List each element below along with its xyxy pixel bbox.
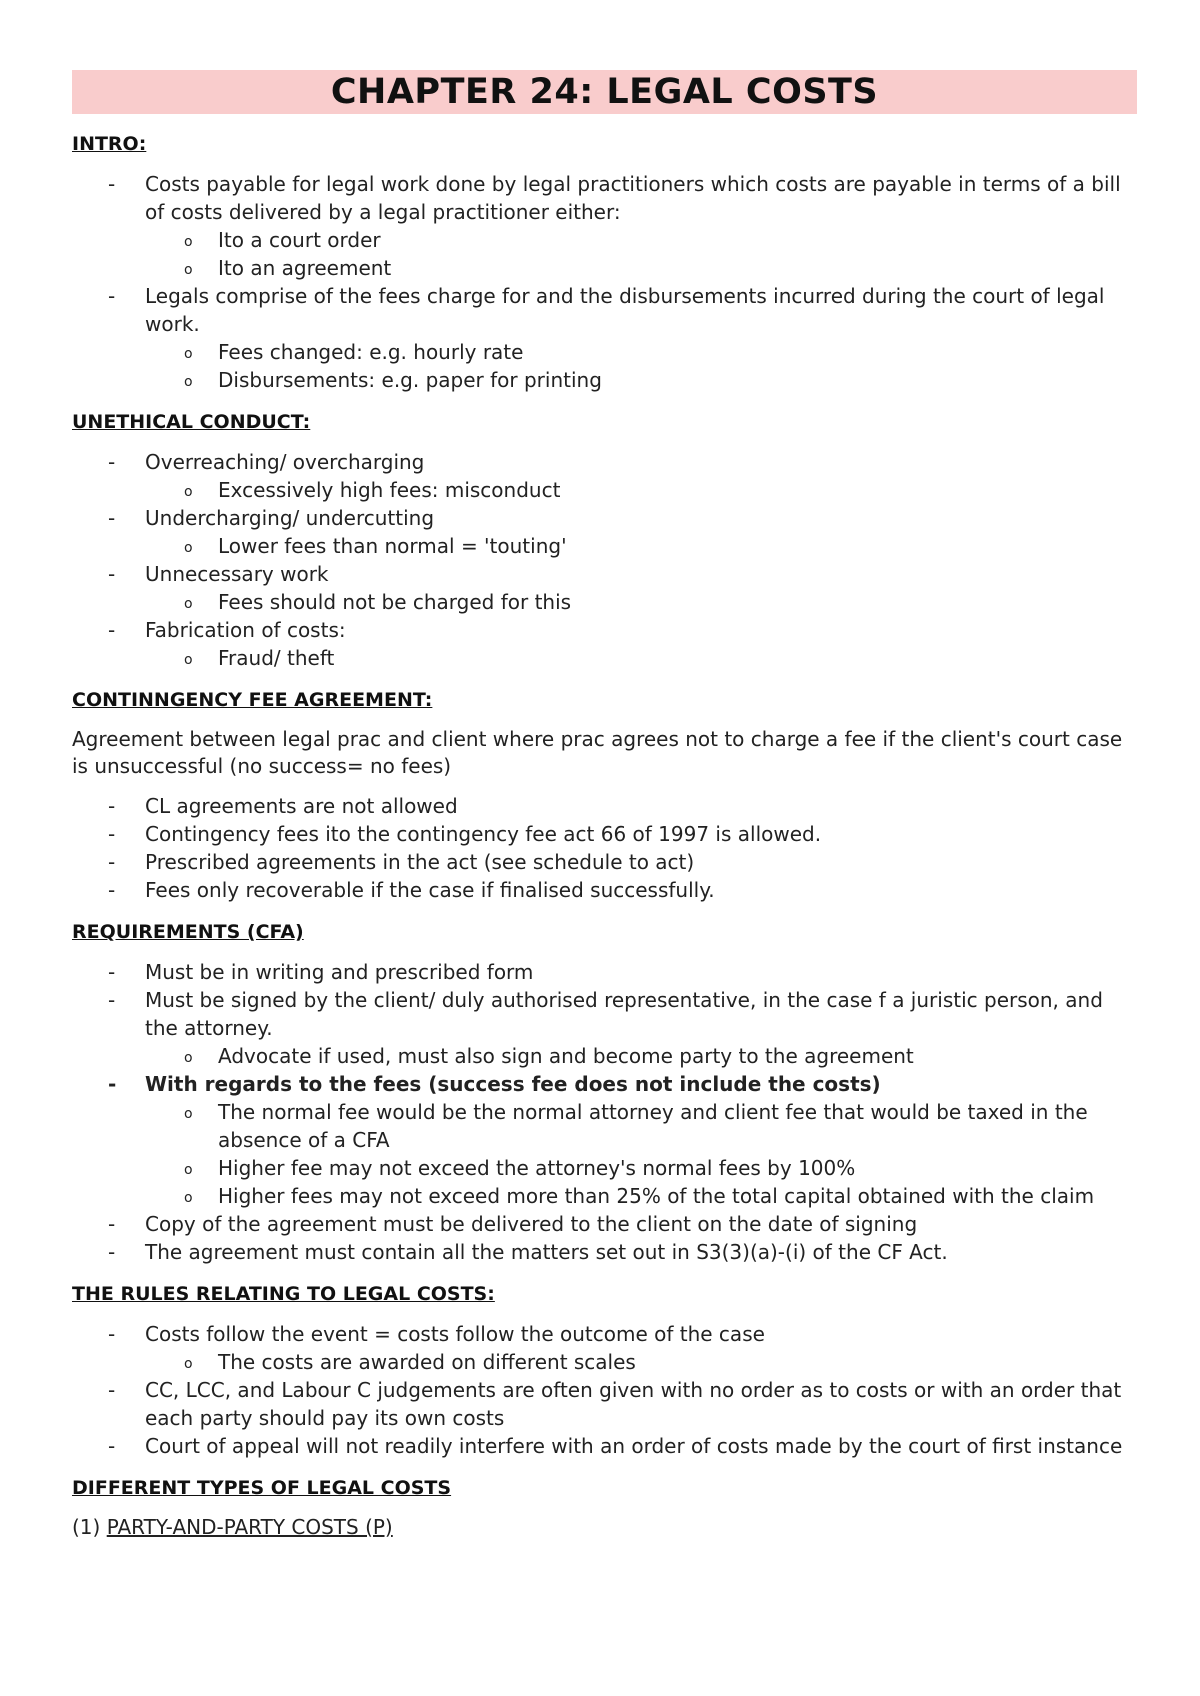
- unethical-list: [72, 448, 1137, 672]
- list-item: - Legals comprise of the fees charge for and the disbursements incurred during the court of legal work. o Fees changed: e.g. hourly rate o Disbursements: e.g. paper for printing: [72, 282, 1137, 394]
- requirements-heading: REQUIREMENTS (CFA): [72, 921, 304, 943]
- sub-list-item: o Ito an agreement: [184, 256, 392, 280]
- list-item: - CC, LCC, and Labour C judgements are often given with no order as to costs or with an order that each party should pay its own costs: [108, 1378, 1122, 1430]
- sub-list-item: o The costs are awarded on different scales: [184, 1350, 636, 1374]
- types-heading: DIFFERENT TYPES OF LEGAL COSTS: [72, 1477, 452, 1499]
- sub-list-item: o Disbursements: e.g. paper for printing: [184, 368, 602, 392]
- page-title: CHAPTER 24: LEGAL COSTS: [330, 72, 879, 112]
- intro-heading: INTRO:: [72, 133, 147, 155]
- list-item: - Court of appeal will not readily interfere with an order of costs made by the court of first instance: [108, 1434, 1123, 1458]
- sub-list-item: o Higher fee may not exceed the attorney's normal fees by 100%: [184, 1156, 856, 1180]
- document-page: [72, 70, 1137, 1541]
- title-banner: [72, 70, 1137, 114]
- intro-list: [72, 170, 1137, 394]
- list-item: - The agreement must contain all the matters set out in S3(3)(a)-(i) of the CF Act.: [108, 1240, 948, 1264]
- sub-list-item: o Ito a court order: [184, 228, 381, 252]
- requirements-list: [72, 958, 1137, 1266]
- sub-list-item: o The normal fee would be the normal attorney and client fee that would be taxed in the absence of a CFA: [184, 1100, 1088, 1152]
- party-and-party-costs-line: (1) PARTY-AND-PARTY COSTS (P): [72, 1515, 393, 1539]
- list-item: - Unnecessary work o Fees should not be charged for this: [72, 560, 1137, 616]
- sub-list-item: o Lower fees than normal = 'touting': [184, 534, 567, 558]
- list-item: - CL agreements are not allowed: [108, 794, 458, 818]
- contingency-heading: CONTINNGENCY FEE AGREEMENT:: [72, 689, 433, 711]
- rules-heading: THE RULES RELATING TO LEGAL COSTS:: [72, 1283, 495, 1305]
- sub-list-item: o Fraud/ theft: [184, 646, 335, 670]
- party-and-party-costs-label: PARTY-AND-PARTY COSTS (P): [106, 1515, 393, 1539]
- list-item: - Must be signed by the client/ duly authorised representative, in the case f a juristic person, and the attorney. o Advocate if used, must also sign and become party to the agreement: [72, 986, 1137, 1070]
- sub-list-item: o Fees should not be charged for this: [184, 590, 572, 614]
- unethical-heading: UNETHICAL CONDUCT:: [72, 411, 311, 433]
- sub-list-item: o Fees changed: e.g. hourly rate: [184, 340, 524, 364]
- rules-list: [72, 1320, 1137, 1460]
- list-item: - Contingency fees ito the contingency fee act 66 of 1997 is allowed.: [108, 822, 822, 846]
- sub-list-item: o Advocate if used, must also sign and become party to the agreement: [184, 1044, 914, 1068]
- list-item: - Costs follow the event = costs follow the outcome of the case o The costs are awarded on different scales: [72, 1320, 1137, 1376]
- sub-list-item: o Higher fees may not exceed more than 25% of the total capital obtained with the claim: [184, 1184, 1095, 1208]
- contingency-list: [72, 792, 1137, 904]
- list-item: - Undercharging/ undercutting o Lower fees than normal = 'touting': [72, 504, 1137, 560]
- list-item: - Must be in writing and prescribed form: [108, 960, 534, 984]
- list-item: - With regards to the fees (success fee does not include the costs) o The normal fee would be the normal attorney and client fee that would be taxed in the absence of a CFA o Higher fee may not exceed the attorney's normal fees by 100% o Higher fees may not exceed more than 25% of the total capital obtained with the claim: [72, 1070, 1137, 1210]
- sub-list-item: o Excessively high fees: misconduct: [184, 478, 561, 502]
- list-item: - Prescribed agreements in the act (see schedule to act): [108, 850, 695, 874]
- list-item: - Copy of the agreement must be delivered to the client on the date of signing: [108, 1212, 918, 1236]
- list-item: - Overreaching/ overcharging o Excessively high fees: misconduct: [72, 448, 1137, 504]
- list-item: - Fees only recoverable if the case if finalised successfully.: [108, 878, 715, 902]
- list-item: - Costs payable for legal work done by legal practitioners which costs are payable in terms of a bill of costs delivered by a legal practitioner either: o Ito a court order o Ito an agreement: [72, 170, 1137, 282]
- list-item: - Fabrication of costs: o Fraud/ theft: [72, 616, 1137, 672]
- contingency-paragraph: Agreement between legal prac and client where prac agrees not to charge a fee if the client's court case is unsuccessful (no success= no fees): [72, 727, 1123, 778]
